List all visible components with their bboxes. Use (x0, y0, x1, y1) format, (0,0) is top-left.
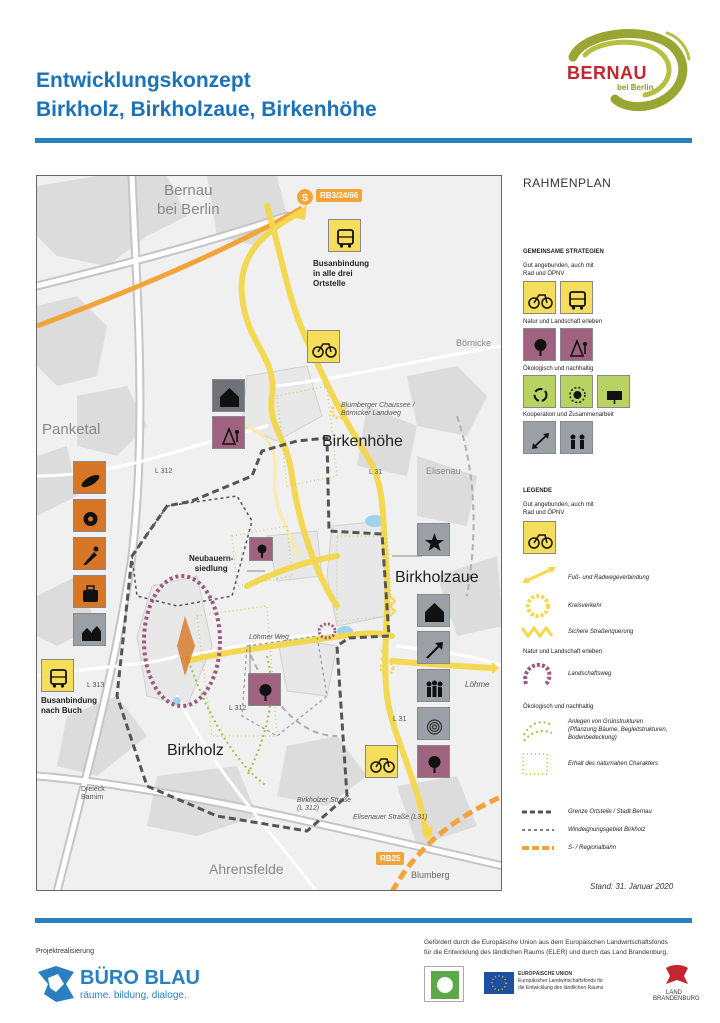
title-line-1: Entwicklungskonzept (36, 69, 251, 92)
bernau-logo (555, 25, 695, 125)
brandenburg-eagle (662, 962, 692, 990)
legend-rail-line (520, 842, 556, 854)
tree-icon (248, 673, 281, 706)
arrow-icon (417, 631, 450, 664)
map-frame (36, 175, 502, 891)
legend-fuss-label: Fuß- und Radwegeverbindung (568, 575, 650, 581)
village-icon (73, 613, 106, 646)
svg-text:S: S (301, 193, 309, 204)
legend-crossing (520, 624, 556, 640)
header-divider (35, 138, 692, 143)
callout-bus-south: Busanbindung nach Buch (41, 696, 97, 715)
strategy-recycle-icon (523, 375, 556, 408)
eu-flag (484, 972, 514, 994)
label-l312-b: L 312 (229, 705, 247, 712)
legend-natural-area (520, 752, 550, 776)
label-birkholzer-strasse: Birkholzer Straße (L 312) (297, 797, 352, 812)
strategies-heading: GEMEINSAME STRATEGIEN (523, 249, 604, 255)
fireplace-icon (73, 537, 106, 570)
page-title (36, 66, 377, 124)
bicycle-icon-south (365, 745, 398, 778)
strategy-4-label: Kooperation und Zusammenarbeit (523, 412, 614, 418)
strategy-solar-icon (597, 375, 630, 408)
label-panketal: Panketal (42, 421, 101, 438)
eu-stars-icon (484, 972, 514, 994)
land-label: LAND (666, 990, 683, 996)
legend-bicycle-icon (523, 521, 556, 554)
label-boernicke: Börnicke (456, 338, 492, 348)
rail-badge-south: RB25 (376, 852, 404, 865)
eagle-icon (662, 962, 692, 990)
buero-blau-mark-icon (36, 964, 76, 1004)
legend-grenze-label: Grenze Ortsteile / Stadt Bernau (568, 809, 652, 815)
strategy-1-label: Gut angebunden, auch mit Rad und ÖPNV (523, 263, 594, 277)
brandenburg-label: BRANDENBURG (653, 996, 700, 1002)
footer-project-label: Projektrealisierung (36, 948, 94, 955)
legend-sub-3: Ökologisch und nachhaltig (523, 704, 594, 710)
star-icon (417, 523, 450, 556)
legend-green-structures (520, 715, 556, 743)
footer-divider (35, 918, 692, 923)
legend-sicher-label: Sichere Straßenquerung (568, 629, 634, 635)
legend-wind-label: Windeignungsgebiet Birkholz (568, 827, 646, 833)
strategy-arrows-icon (523, 421, 556, 454)
label-l312-a: L 312 (155, 468, 173, 475)
eu-fund-label: Europäischer Landwirtschaftsfonds für die Entwicklung des ländlichen Raums (518, 978, 604, 991)
label-elisenau: Elisenau (426, 466, 461, 476)
tree-icon-small (249, 537, 273, 561)
legend-sub-2: Natur und Landschaft erleben (523, 649, 603, 655)
fingerprint-icon (417, 707, 450, 740)
legend-erhalt-label: Erhalt des naturnahen Charakters (568, 761, 659, 767)
leader-logo (424, 966, 464, 1002)
strategy-3-label: Ökologisch und nachhaltig (523, 366, 594, 372)
bus-icon-south (41, 659, 74, 692)
strategy-tree-icon (523, 328, 556, 361)
eu-union-label: EUROPÄISCHE UNION (518, 971, 573, 977)
legend-gruen-label: Anlegen von Grünstrukturen (Pflanzung Bäume, Begleitstrukturen, Bodenbedeckung) (568, 719, 668, 741)
label-l31-a: L 31 (369, 469, 383, 476)
strategy-sun-icon (560, 375, 593, 408)
strategy-bicycle-icon (523, 281, 556, 314)
label-bernau: Bernau bei Berlin (157, 182, 220, 218)
bus-icon (328, 219, 361, 252)
bicycle-icon (307, 330, 340, 363)
legend-border-line (520, 806, 556, 818)
legend-route-arrow (520, 562, 560, 588)
legend-wind-line (520, 824, 556, 836)
sidebar-title: RAHMENPLAN (523, 176, 612, 190)
label-blumberg: Blumberg (411, 870, 450, 880)
legend-sub-1: Gut angebunden, auch mit Rad und ÖPNV (523, 502, 594, 516)
label-birkenhoehe: Birkenhöhe (322, 433, 403, 450)
legend-heading: LEGENDE (523, 488, 553, 494)
label-dreieck: Dreieck Barnim (81, 786, 105, 801)
label-neubauernsiedlung: Neubauern- siedlung (189, 554, 234, 573)
label-birkholz: Birkholz (167, 742, 224, 759)
house-icon (212, 379, 245, 412)
label-loehme: Löhme (465, 680, 490, 689)
legend-kreis-label: Kreisverkehr (568, 603, 602, 609)
callout-bus-north: Busanbindung in alle drei Ortstelle (313, 259, 369, 288)
title-line-2: Birkholz, Birkholzaue, Birkenhöhe (36, 98, 377, 121)
legend-bahn-label: S- / Regionalbahn (568, 845, 617, 851)
leader-icon (425, 967, 465, 1003)
football-icon (73, 499, 106, 532)
date-stamp: Stand: 31. Januar 2020 (590, 882, 674, 891)
eu-funding-text: Gefördert durch die Europäische Union aus dem Europäischen Landwirtschaftsfonds für die Entwicklung des ländlichen Raums (ELER) und durch das Land Brandenburg. (424, 939, 668, 956)
legend-landscape-path (520, 660, 556, 690)
buero-blau-tagline: räume. bildung. dialoge. (80, 990, 187, 1001)
label-birkholzaue: Birkholzaue (395, 569, 479, 586)
label-loehmer-weg: Löhmer Weg (249, 634, 289, 641)
legend-roundabout (523, 591, 553, 621)
sports-icon (73, 461, 106, 494)
tree-icon-aue (417, 745, 450, 778)
strategy-playground-icon (560, 328, 593, 361)
buero-blau-name: BÜRO BLAU (80, 967, 200, 989)
bernau-logo-sub: bei Berlin (617, 83, 654, 92)
legend-landschaft-label: Landschaftsweg (568, 671, 612, 677)
playground-icon (212, 416, 245, 449)
bernau-logo-word: BERNAU (567, 63, 648, 83)
people-icon (417, 669, 450, 702)
buero-blau-logo (36, 964, 206, 1004)
luggage-icon (73, 575, 106, 608)
label-l31-b: L 31 (393, 716, 407, 723)
label-elisenauer-strasse: Elisenauer Straße (L31) (353, 814, 428, 821)
house-icon-aue (417, 594, 450, 627)
label-l313: L 313 (87, 682, 105, 689)
strategy-people-icon (560, 421, 593, 454)
rail-badge-north: RB3/24/66 (316, 189, 362, 202)
strategy-2-label: Natur und Landschaft erleben (523, 319, 603, 325)
strategy-bus-icon (560, 281, 593, 314)
label-blumberger-chaussee: Blumberger Chaussee / Börnicker Landweg (341, 402, 415, 417)
label-ahrensfelde: Ahrensfelde (209, 861, 284, 877)
